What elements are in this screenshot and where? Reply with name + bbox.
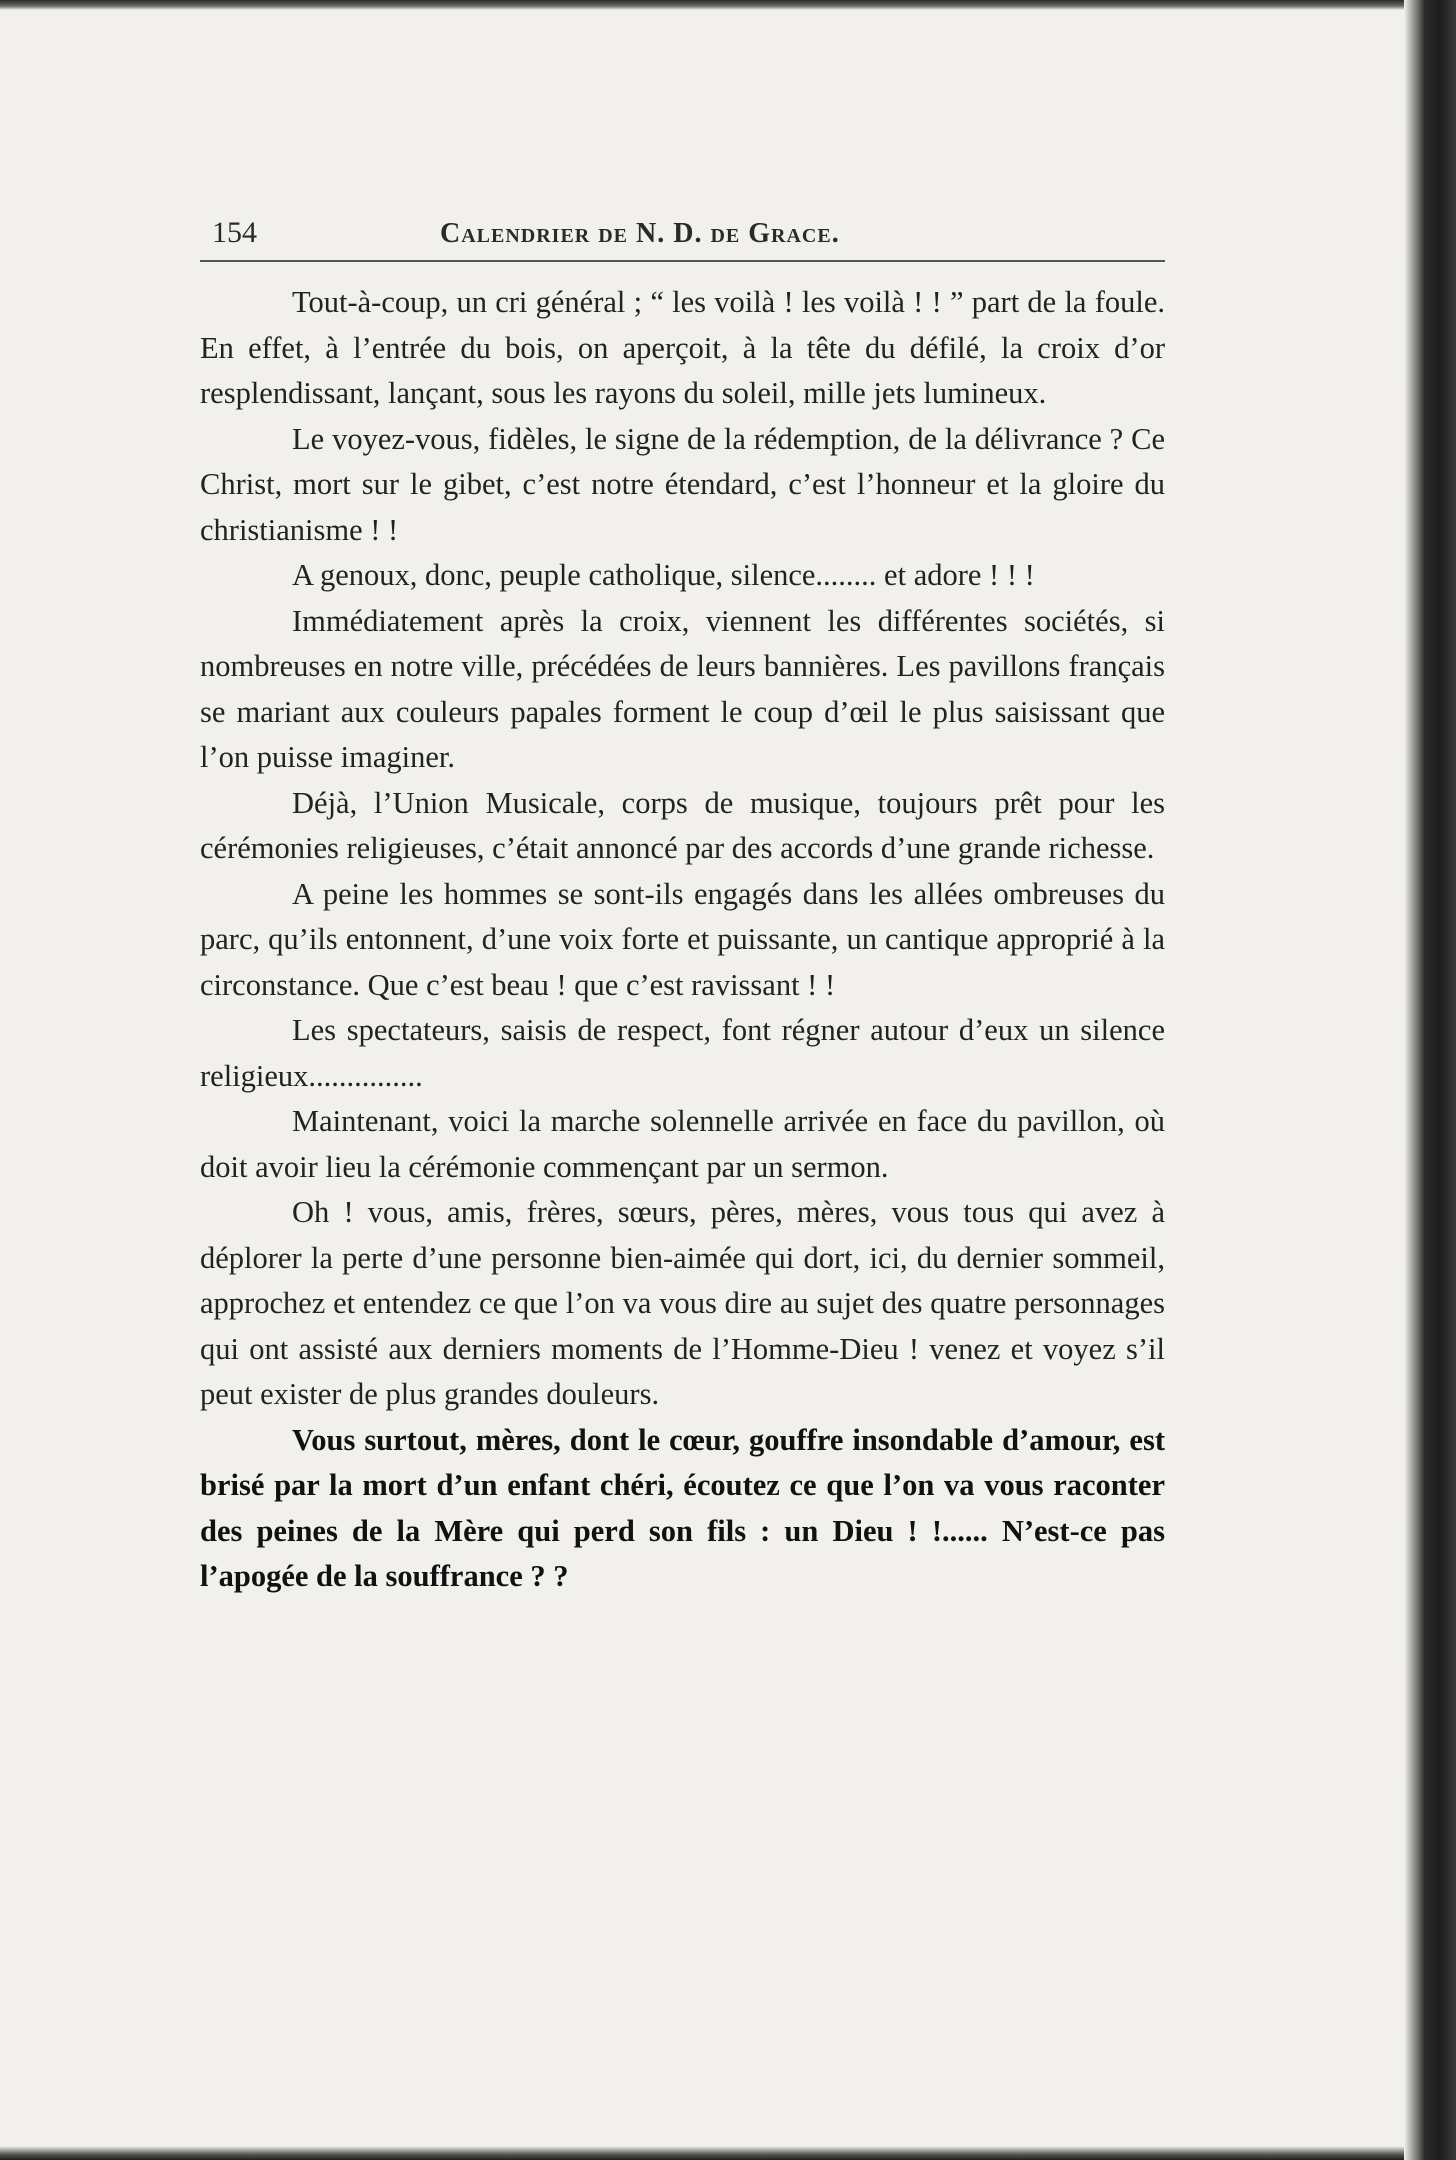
running-title: Calendrier de N. D. de Grace. xyxy=(440,218,840,249)
body-text xyxy=(200,280,1165,1600)
paragraph-2: Le voyez-vous, fidèles, le signe de la rédemption, de la délivrance ? Ce Christ, mort sur le gibet, c’est notre étendard, c’est l’honneur et la gloire du christianisme ! ! xyxy=(200,421,1165,547)
book-page xyxy=(200,210,1165,1600)
book-spine-edge xyxy=(1404,0,1456,2160)
paragraph-6: A peine les hommes se sont-ils engagés dans les allées ombreuses du parc, qu’ils entonnent, d’une voix forte et puissante, un cantique approprié à la circonstance. Que c’est beau ! que c’est ravissant ! ! xyxy=(200,876,1165,1002)
paragraph-7: Les spectateurs, saisis de respect, font régner autour d’eux un silence religieux............... xyxy=(200,1013,1165,1093)
paragraph-5: Déjà, l’Union Musicale, corps de musique, toujours prêt pour les cérémonies religieuses, c’était annoncé par des accords d’une grande richesse. xyxy=(200,785,1165,865)
paragraph-9: Oh ! vous, amis, frères, sœurs, pères, mères, vous tous qui avez à déplorer la perte d’une personne bien-aimée qui dort, ici, du dernier sommeil, approchez et entendez ce que l’on va vous dire au sujet des quatre personnages qui ont assisté aux derniers moments de l’Homme-Dieu ! venez et voyez s’il peut exister de plus grandes douleurs. xyxy=(200,1195,1165,1411)
paragraph-4: Immédiatement après la croix, viennent les différentes sociétés, si nombreuses en notre ville, précédées de leurs bannières. Les pavillons français se mariant aux couleurs papales forment le coup d’œil le plus saisissant que l’on puisse imaginer. xyxy=(200,603,1165,774)
paragraph-8: Maintenant, voici la marche solennelle arrivée en face du pavillon, où doit avoir lieu la cérémonie commençant par un sermon. xyxy=(200,1104,1165,1184)
paragraph-10: Vous surtout, mères, dont le cœur, gouffre insondable d’amour, est brisé par la mort d’un enfant chéri, écoutez ce que l’on va vous raconter des peines de la Mère qui perd son fils : un Dieu ! !...... N’est-ce pas l’apogée de la souffrance ? ? xyxy=(200,1422,1165,1593)
paragraph-3: A genoux, donc, peuple catholique, silence........ et adore ! ! ! xyxy=(292,558,1035,592)
paragraph-1: Tout-à-coup, un cri général ; “ les voilà ! les voilà ! ! ” part de la foule. En effet, à l’entrée du bois, on aperçoit, à la tête du défilé, la croix d’or resplendissant, lançant, sous les rayons du soleil, mille jets lumineux. xyxy=(200,285,1165,410)
scan-bottom-edge xyxy=(0,2146,1456,2160)
scan-top-edge xyxy=(0,0,1456,10)
page-header xyxy=(200,210,1165,262)
page-number: 154 xyxy=(212,216,257,249)
